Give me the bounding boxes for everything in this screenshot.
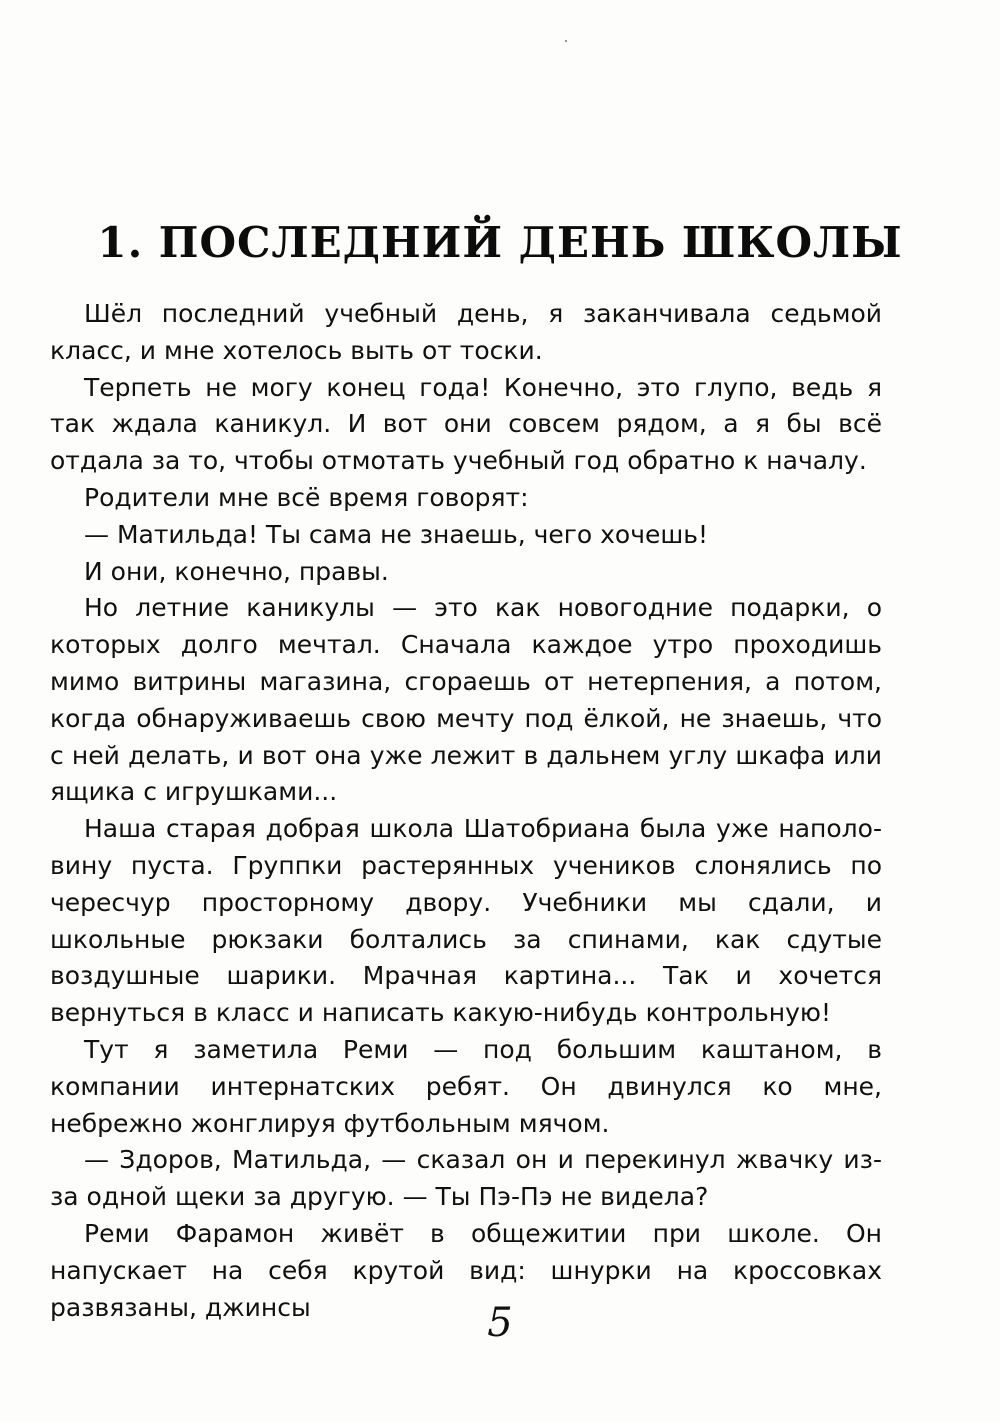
text-body [50,296,882,1326]
paragraph: Но летние каникулы — это как новогодние подарки, о которых долго мечтал. Сначала каждое утро проходишь мимо витрины магазина, сгораешь от нетерпения, а потом, когда обнаруживаешь свою мечту под ёлкой, не знаешь, что с ней делать, и вот она уже лежит в дальнем углу шкафа или ящика с игрушками... [50,593,882,807]
paragraph: Родители мне всё время говорят: [84,482,529,512]
chapter-title: 1. ПОСЛЕДНИЙ ДЕНЬ ШКОЛЫ [97,218,903,267]
paragraph: Тут я заметила Реми — под большим каштаном, в компании интернатских ребят. Он двинулся ко мне, небрежно жонглируя футбольным мячом. [50,1034,882,1138]
dialogue-line: — Здоров, Матильда, — сказал он и перекинул жвачку из-за одной щеки за другую. — Ты Пэ-Пэ не видела? [50,1145,882,1212]
paragraph: Терпеть не могу конец года! Конечно, это глупо, ведь я так ждала каникул. И вот они совсем рядом, а я бы всё отдала за то, чтобы отмотать учебный год обратно к началу. [50,372,882,476]
paragraph: Наша старая добрая школа Шатобриана была уже наполовину пуста. Группки растерянных учеников слонялись по чересчур просторному двору. Учебники мы сдали, и школьные рюкзаки болтались за спинами, как сдутые воздушные шарики. Мрачная картина... Так и хочется вернуться в класс и написать какую-нибудь контрольную! [50,814,882,1028]
paragraph: Шёл последний учебный день, я заканчивала седьмой класс, и мне хотелось выть от тоски. [50,299,882,365]
dialogue-line: — Матильда! Ты сама не знаешь, чего хочешь! [84,519,708,549]
page-number: 5 [487,1300,513,1346]
print-speck [565,40,567,42]
paragraph: И они, конечно, правы. [84,556,389,586]
paragraph: Реми Фарамон живёт в общежитии при школе. Он напускает на себя крутой вид: шнурки на кроссовках развязаны, джинсы [50,1218,882,1322]
